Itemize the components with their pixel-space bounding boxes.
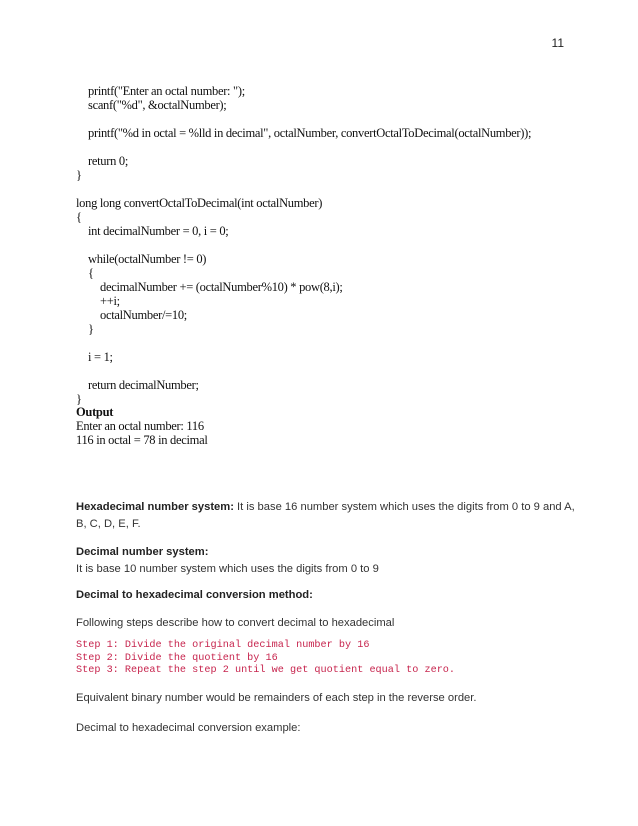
output-line: Enter an octal number: 116 — [76, 419, 204, 433]
code-line: return decimalNumber; — [88, 378, 199, 392]
code-line: { — [76, 210, 82, 224]
step-line: Step 2: Divide the quotient by 16 — [76, 652, 278, 664]
code-line: printf("%d in octal = %lld in decimal", octalNumber, convertOctalToDecimal(octalNumber)); — [88, 126, 532, 140]
example-heading: Decimal to hexadecimal conversion example: — [76, 722, 301, 734]
step-line: Step 3: Repeat the step 2 until we get quotient equal to zero. — [76, 665, 456, 676]
method-heading: Decimal to hexadecimal conversion method: — [76, 589, 313, 601]
code-line: decimalNumber += (octalNumber%10) * pow(8,i); — [100, 280, 343, 294]
output-section — [76, 405, 208, 447]
code-line: } — [88, 322, 94, 336]
code-line: ++i; — [100, 294, 120, 308]
output-line: 116 in octal = 78 in decimal — [76, 433, 208, 447]
steps-intro: Following steps describe how to convert decimal to hexadecimal — [76, 617, 395, 629]
code-line: int decimalNumber = 0, i = 0; — [88, 224, 229, 238]
code-line: } — [76, 168, 82, 182]
code-line: printf("Enter an octal number: "); — [88, 84, 245, 98]
code-line: long long convertOctalToDecimal(int octalNumber) — [76, 196, 323, 210]
code-line: i = 1; — [88, 350, 113, 364]
code-line: } — [76, 392, 82, 406]
code-line: while(octalNumber != 0) — [88, 252, 207, 266]
decimal-term: Decimal number system: — [76, 546, 209, 558]
code-line: octalNumber/=10; — [100, 308, 187, 322]
decimal-definition — [76, 544, 576, 578]
hex-text: It is base 16 number system which uses the digits from 0 to 9 and A, B, C, D, E, F. — [76, 501, 575, 530]
decimal-text: It is base 10 number system which uses the digits from 0 to 9 — [76, 563, 379, 575]
code-line: return 0; — [88, 154, 128, 168]
step-line: Step 1: Divide the original decimal number by 16 — [76, 640, 370, 651]
page-number: 11 — [551, 36, 564, 50]
hex-definition — [76, 499, 576, 533]
hex-term: Hexadecimal number system: — [76, 501, 234, 513]
output-heading: Output — [76, 405, 114, 419]
code-block — [76, 84, 531, 406]
equivalent-text: Equivalent binary number would be remainders of each step in the reverse order. — [76, 692, 477, 704]
code-line: { — [88, 266, 94, 280]
code-line: scanf("%d", &octalNumber); — [88, 98, 227, 112]
steps-code — [76, 640, 455, 678]
